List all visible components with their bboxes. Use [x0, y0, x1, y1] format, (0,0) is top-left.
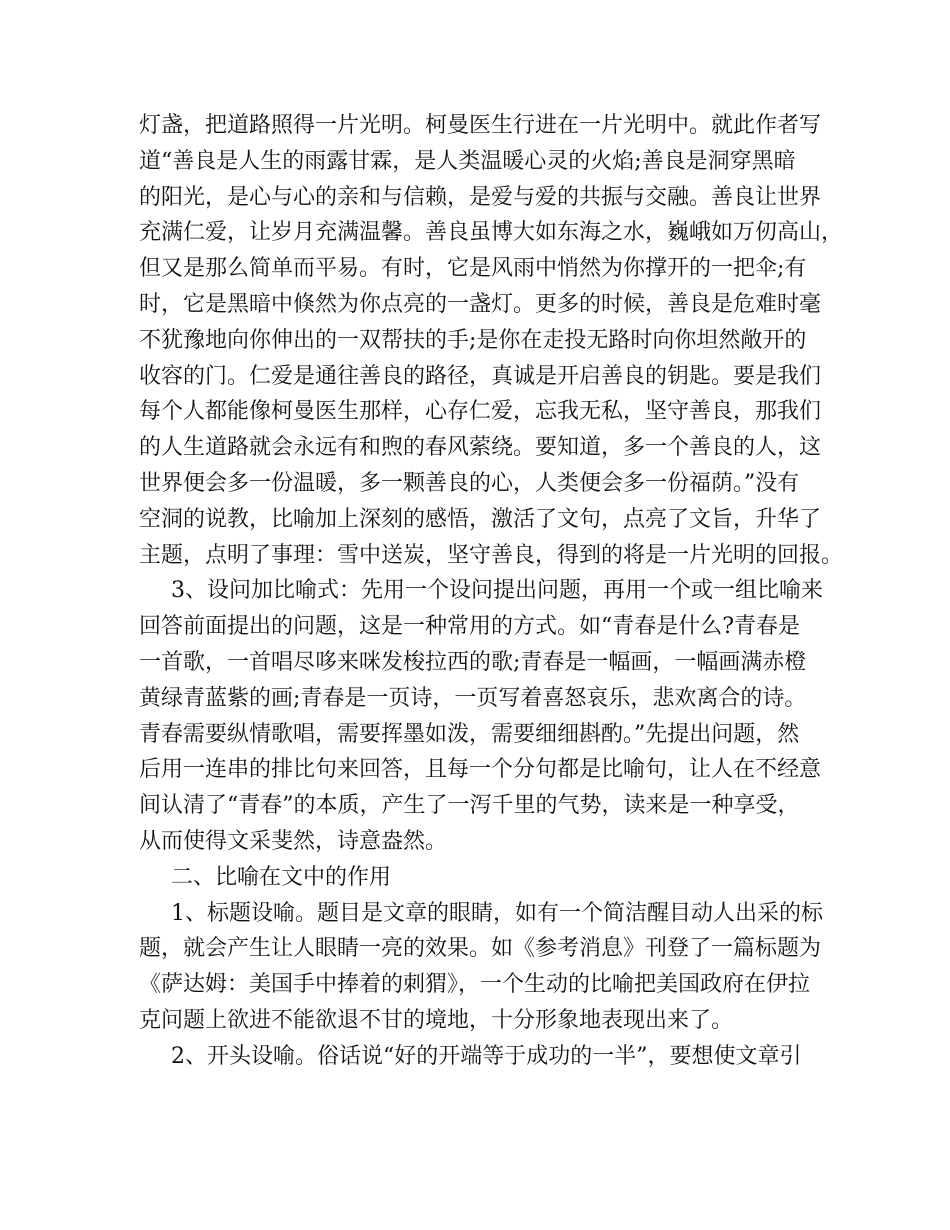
text-line: 一首歌，一首唱尽哆来咪发梭拉西的歌;青春是一幅画，一幅画满赤橙 — [139, 649, 807, 675]
text-line: 时，它是黑暗中倏然为你点亮的一盏灯。更多的时候，善良是危难时毫 — [139, 291, 822, 317]
document-body — [139, 108, 844, 1075]
text-line: 充满仁爱，让岁月充满温馨。善良虽博大如东海之水，巍峨如万仞高山， — [139, 220, 844, 246]
text-line: 收容的门。仁爱是通往善良的路径，真诚是开启善良的钥匙。要是我们 — [139, 363, 822, 389]
text-line: 每个人都能像柯曼医生那样，心存仁爱，忘我无私，坚守善良，那我们 — [139, 399, 822, 425]
paragraph-first-line: 1、标题设喻。题目是文章的眼睛，如有一个简洁醒目动人出采的标 — [171, 900, 823, 926]
paragraph-first-line: 2、开头设喻。俗话说“好的开端等于成功的一半”，要想使文章引 — [171, 1043, 802, 1069]
text-line: 从而使得文采斐然，诗意盎然。 — [139, 828, 448, 854]
text-line: 世界便会多一份温暖，多一颗善良的心，人类便会多一份福荫。”没有 — [139, 470, 800, 496]
text-line: 后用一连串的排比句来回答，且每一个分句都是比喻句，让人在不经意 — [139, 757, 822, 783]
text-line: 道“善良是人生的雨露甘霖，是人类温暖心灵的火焰;善良是洞穿黑暗 — [139, 148, 796, 174]
text-line: 间认清了“青春”的本质，产生了一泻千里的气势，读来是一种享受， — [139, 793, 800, 819]
text-line: 《萨达姆：美国手中捧着的刺猬》，一个生动的比喻把美国政府在伊拉 — [139, 972, 811, 998]
paragraph-first-line: 3、设问加比喻式：先用一个设问提出问题，再用一个或一组比喻来 — [171, 578, 823, 604]
text-line: 但又是那么简单而平易。有时，它是风雨中悄然为你撑开的一把伞;有 — [139, 256, 807, 282]
text-line: 的阳光，是心与心的亲和与信赖，是爱与爱的共振与交融。善良让世界 — [139, 184, 822, 210]
text-line: 的人生道路就会永远有和煦的春风萦绕。要知道，多一个善良的人，这 — [139, 435, 822, 461]
text-line: 回答前面提出的问题，这是一种常用的方式。如“青春是什么?青春是 — [139, 614, 801, 640]
text-line: 青春需要纵情歌唱，需要挥墨如泼，需要细细斟酌。”先提出问题，然 — [139, 721, 800, 747]
section-heading: 二、比喻在文中的作用 — [171, 864, 392, 890]
text-line: 不犹豫地向你伸出的一双帮扶的手;是你在走投无路时向你坦然敞开的 — [139, 327, 807, 353]
text-line: 题，就会产生让人眼睛一亮的效果。如《参考消息》刊登了一篇标题为 — [139, 936, 822, 962]
text-line: 黄绿青蓝紫的画;青春是一页诗，一页写着喜怒哀乐，悲欢离合的诗。 — [139, 685, 807, 711]
text-line: 灯盏，把道路照得一片光明。柯曼医生行进在一片光明中。就此作者写 — [139, 113, 822, 138]
text-line: 克问题上欲进不能欲退不甘的境地，十分形象地表现出来了。 — [139, 1007, 734, 1033]
text-line: 空洞的说教，比喻加上深刻的感悟，激活了文句，点亮了文旨，升华了 — [139, 506, 822, 532]
text-line: 主题，点明了事理：雪中送炭，坚守善良，得到的将是一片光明的回报。 — [139, 542, 844, 568]
